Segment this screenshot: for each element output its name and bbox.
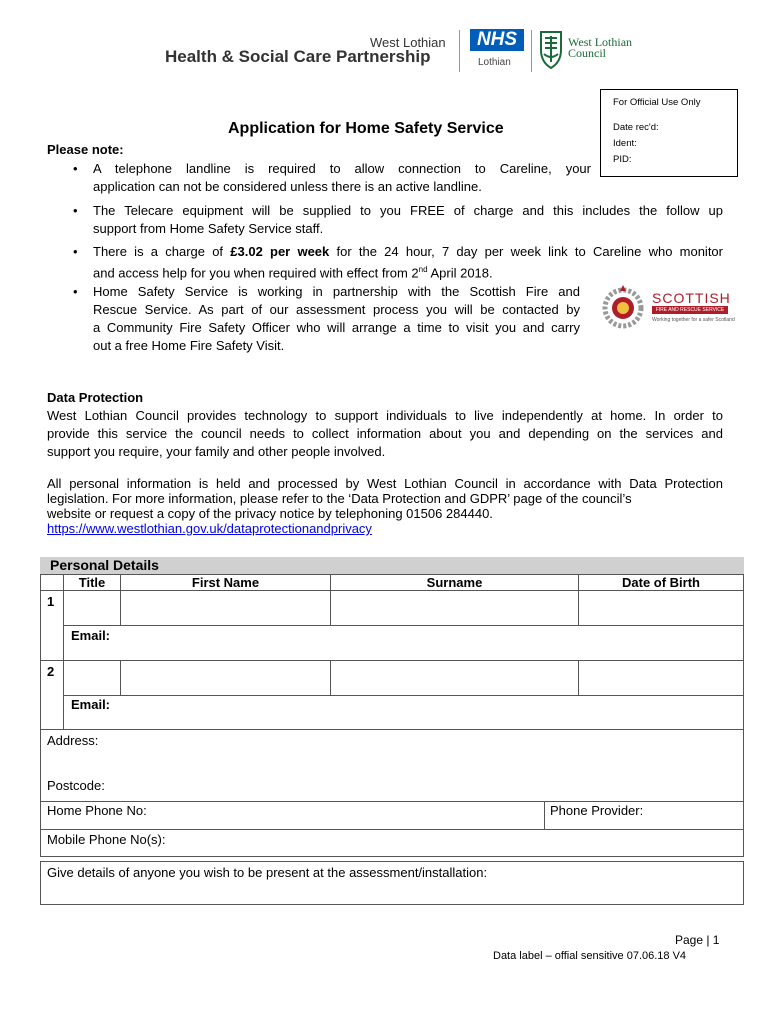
bullet-dot: •	[73, 244, 78, 259]
paragraph-line: support you require, your family and other people involved.	[47, 444, 386, 459]
bullet-dot: •	[73, 203, 78, 218]
home-phone-input[interactable]	[40, 801, 545, 830]
phone-provider-input[interactable]	[544, 801, 744, 830]
data-protection-heading: Data Protection	[47, 390, 144, 405]
pid-label: PID:	[613, 154, 632, 165]
note-text: application can not be considered unless there is an active landline.	[93, 179, 482, 194]
address-input[interactable]	[40, 729, 744, 802]
surname-column-header: Surname	[330, 574, 579, 591]
home-phone-label: Home Phone No:	[47, 803, 147, 818]
postcode-label: Postcode:	[47, 778, 105, 793]
charge-date-pre: and access help for you when required with effect from 2	[93, 265, 419, 281]
bullet-dot: •	[73, 161, 78, 176]
personal-details-title: Personal Details	[50, 557, 159, 573]
fire-service-logo-band: FIRE AND RESCUE SERVICE	[652, 306, 728, 314]
page-number: Page | 1	[675, 933, 720, 947]
assessment-attendees-input[interactable]	[40, 861, 744, 905]
paragraph-line: provide this service the council needs to collect information about you and depending on the services and	[47, 426, 723, 441]
privacy-link[interactable]: https://www.westlothian.gov.uk/dataprotectionandprivacy	[47, 521, 372, 536]
charge-date-post: April 2018.	[427, 265, 493, 281]
applicant-2-number: 2	[40, 660, 64, 730]
charge-date-sup: nd	[418, 265, 428, 274]
paragraph-line: website or request a copy of the privacy notice by telephoning 01506 284440.	[47, 506, 493, 521]
first-name-column-header: First Name	[120, 574, 331, 591]
official-use-box	[600, 89, 738, 177]
charge-text-pre: There is a charge of	[93, 244, 231, 259]
email-label: Email:	[71, 628, 111, 643]
applicant-1-first-name-input[interactable]	[120, 590, 331, 626]
row-number-header-cell	[40, 574, 64, 591]
note-text: Home Safety Service is working in partnership with the Scottish Fire and	[93, 284, 580, 299]
fire-service-logo-word: SCOTTISH	[652, 290, 731, 306]
applicant-1-title-input[interactable]	[63, 590, 121, 626]
logo-divider	[459, 30, 460, 72]
note-text	[93, 261, 723, 282]
council-logo-line2: Council	[568, 46, 606, 60]
paragraph-line: All personal information is held and processed by West Lothian Council in accordance with Data Protection	[47, 476, 723, 491]
applicant-2-email-input[interactable]	[63, 695, 744, 730]
charge-amount: £3.02 per week	[230, 244, 330, 259]
hscp-logo-line1: West Lothian	[370, 35, 446, 50]
note-bullet-fire-service	[73, 283, 580, 355]
note-bullet-equipment	[73, 202, 723, 238]
ident-label: Ident:	[613, 138, 637, 149]
applicant-1-number: 1	[40, 590, 64, 661]
data-protection-paragraph-1	[47, 407, 723, 461]
note-bullet-charge	[73, 243, 723, 282]
charge-text-post: for the 24 hour, 7 day per week link to Careline who monitor	[329, 244, 723, 259]
mobile-phone-input[interactable]	[40, 829, 744, 857]
nhs-logo-subtitle: Lothian	[478, 57, 511, 68]
applicant-2-dob-input[interactable]	[578, 660, 744, 696]
applicant-1-surname-input[interactable]	[330, 590, 579, 626]
bullet-dot: •	[73, 284, 78, 299]
logo-divider	[531, 30, 532, 72]
mobile-phone-label: Mobile Phone No(s):	[47, 832, 166, 847]
fire-service-logo-tagline: Working together for a safer Scotland	[652, 317, 735, 323]
applicant-2-surname-input[interactable]	[330, 660, 579, 696]
page-title: Application for Home Safety Service	[228, 120, 504, 137]
note-text: support from Home Safety Service staff.	[93, 221, 324, 236]
note-text: The Telecare equipment will be supplied to you FREE of charge and this includes the follow up	[93, 203, 723, 218]
applicant-1-dob-input[interactable]	[578, 590, 744, 626]
official-use-title: For Official Use Only	[613, 97, 701, 108]
council-logo-line1: West Lothian	[568, 35, 633, 49]
dob-column-header: Date of Birth	[578, 574, 744, 591]
data-protection-paragraph-2	[47, 476, 723, 536]
note-bullet-landline	[73, 160, 591, 196]
data-label-footer: Data label – offial sensitive 07.06.18 V4	[493, 950, 687, 962]
title-column-header: Title	[63, 574, 121, 591]
applicant-1-email-input[interactable]	[63, 625, 744, 661]
address-label: Address:	[47, 733, 99, 748]
personal-details-header	[40, 557, 744, 575]
note-text: A telephone landline is required to allow connection to Careline, your	[93, 161, 591, 176]
note-text: out a free Home Fire Safety Visit.	[93, 338, 285, 353]
note-text: Rescue Service. As part of our assessment process you will be contacted by	[93, 302, 580, 317]
note-text: a Community Fire Safety Officer who will arrange a time to visit you and carry	[93, 320, 580, 335]
assessment-attendees-label: Give details of anyone you wish to be present at the assessment/installation:	[47, 865, 488, 880]
council-crest-icon	[538, 28, 564, 70]
paragraph-line: legislation. For more information, please refer to the ‘Data Protection and GDPR’ page of the council’s	[47, 491, 632, 506]
hscp-logo-line2: Health & Social Care Partnership	[165, 47, 431, 66]
date-received-label: Date rec'd:	[613, 122, 659, 133]
note-text	[93, 243, 723, 261]
please-note-heading: Please note:	[47, 142, 124, 157]
paragraph-line: West Lothian Council provides technology to support individuals to live independently at home. In order to	[47, 408, 723, 423]
council-logo-name	[568, 37, 632, 59]
nhs-logo: NHS	[470, 29, 524, 51]
applicant-2-title-input[interactable]	[63, 660, 121, 696]
applicant-2-first-name-input[interactable]	[120, 660, 331, 696]
phone-provider-label: Phone Provider:	[550, 803, 644, 818]
email-label: Email:	[71, 697, 111, 712]
fire-service-crest-icon	[598, 283, 648, 333]
